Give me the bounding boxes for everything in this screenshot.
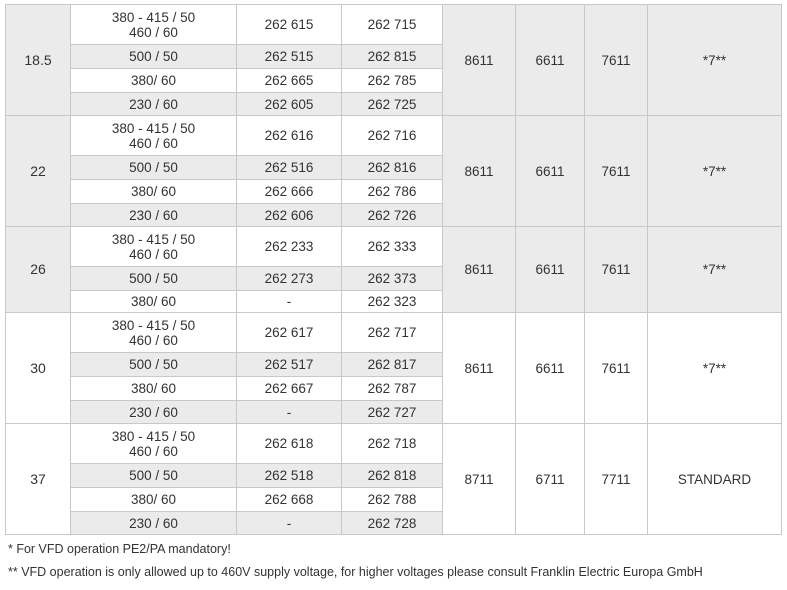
voltage-line: 460 / 60 [129, 246, 178, 262]
power-rating-cell: 30 [6, 313, 71, 424]
voltage-line: 460 / 60 [129, 332, 178, 348]
code-a-cell: 262 666 [237, 180, 342, 204]
table-row [6, 116, 782, 156]
code-b-cell: 262 728 [342, 512, 443, 535]
group-c3-cell: 7611 [585, 227, 648, 313]
voltage-line: 380 - 415 / 50 [111, 428, 196, 444]
code-a-cell: 262 665 [237, 69, 342, 93]
voltage-line: 500 / 50 [129, 160, 178, 175]
group-c3-cell: 7611 [585, 5, 648, 116]
group-c2-cell: 6611 [516, 5, 585, 116]
group-note-cell: *7** [648, 116, 782, 227]
code-b-cell: 262 786 [342, 180, 443, 204]
voltage-line: 460 / 60 [129, 24, 178, 40]
spec-table-body [6, 5, 782, 535]
group-note-cell: *7** [648, 5, 782, 116]
voltage-line: 500 / 50 [129, 271, 178, 286]
code-a-cell: - [237, 512, 342, 535]
code-a-cell: 262 667 [237, 377, 342, 401]
voltage-cell [71, 353, 237, 377]
table-row [6, 5, 782, 45]
voltage-line: 230 / 60 [129, 515, 178, 531]
group-c1-cell: 8711 [443, 424, 516, 535]
code-b-cell: 262 717 [342, 313, 443, 353]
code-b-cell: 262 817 [342, 353, 443, 377]
code-a-cell: 262 515 [237, 45, 342, 69]
voltage-cell [71, 156, 237, 180]
code-b-cell: 262 816 [342, 156, 443, 180]
voltage-cell [71, 291, 237, 313]
voltage-cell [71, 5, 237, 45]
group-c3-cell: 7711 [585, 424, 648, 535]
footnote-vfd-voltage: ** VFD operation is only allowed up to 460V supply voltage, for higher voltages please consult Franklin Electric Europa GmbH [8, 565, 703, 579]
group-c1-cell: 8611 [443, 5, 516, 116]
code-b-cell: 262 788 [342, 488, 443, 512]
code-a-cell: 262 617 [237, 313, 342, 353]
voltage-cell [71, 313, 237, 353]
group-c2-cell: 6711 [516, 424, 585, 535]
voltage-cell [71, 488, 237, 512]
code-a-cell: 262 606 [237, 204, 342, 227]
voltage-cell [71, 512, 237, 535]
code-b-cell: 262 785 [342, 69, 443, 93]
code-b-cell: 262 727 [342, 401, 443, 424]
power-rating-cell: 22 [6, 116, 71, 227]
code-a-cell: 262 516 [237, 156, 342, 180]
voltage-cell [71, 45, 237, 69]
voltage-line: 380 - 415 / 50 [111, 9, 196, 25]
group-c3-cell: 7611 [585, 116, 648, 227]
voltage-cell [71, 180, 237, 204]
footnotes [8, 540, 703, 586]
group-note-cell: *7** [648, 313, 782, 424]
voltage-cell [71, 464, 237, 488]
code-a-cell: 262 668 [237, 488, 342, 512]
voltage-line: 380/ 60 [130, 381, 177, 396]
table-row [6, 313, 782, 353]
voltage-line: 230 / 60 [129, 96, 178, 112]
voltage-cell [71, 424, 237, 464]
code-a-cell: 262 615 [237, 5, 342, 45]
voltage-cell [71, 227, 237, 267]
code-a-cell: 262 518 [237, 464, 342, 488]
motor-spec-table [5, 4, 782, 535]
code-a-cell: 262 618 [237, 424, 342, 464]
voltage-line: 380 - 415 / 50 [111, 120, 196, 136]
group-note-cell: *7** [648, 227, 782, 313]
group-note-cell: STANDARD [648, 424, 782, 535]
footnote-vfd-pe2: * For VFD operation PE2/PA mandatory! [8, 542, 231, 556]
code-a-cell: - [237, 291, 342, 313]
group-c2-cell: 6611 [516, 313, 585, 424]
code-a-cell: 262 616 [237, 116, 342, 156]
voltage-line: 380/ 60 [130, 294, 177, 309]
voltage-cell [71, 377, 237, 401]
code-a-cell: 262 233 [237, 227, 342, 267]
code-b-cell: 262 373 [342, 267, 443, 291]
code-b-cell: 262 815 [342, 45, 443, 69]
voltage-line: 380/ 60 [130, 492, 177, 507]
voltage-line: 380/ 60 [130, 184, 177, 199]
code-b-cell: 262 323 [342, 291, 443, 313]
group-c2-cell: 6611 [516, 116, 585, 227]
power-rating-cell: 18.5 [6, 5, 71, 116]
voltage-cell [71, 116, 237, 156]
voltage-line: 230 / 60 [129, 207, 178, 223]
code-b-cell: 262 716 [342, 116, 443, 156]
code-b-cell: 262 787 [342, 377, 443, 401]
code-a-cell: - [237, 401, 342, 424]
voltage-line: 230 / 60 [129, 404, 178, 420]
code-a-cell: 262 517 [237, 353, 342, 377]
group-c1-cell: 8611 [443, 227, 516, 313]
group-c2-cell: 6611 [516, 227, 585, 313]
voltage-cell [71, 69, 237, 93]
group-c3-cell: 7611 [585, 313, 648, 424]
voltage-cell [71, 204, 237, 227]
voltage-line: 460 / 60 [129, 443, 178, 459]
voltage-cell [71, 267, 237, 291]
code-a-cell: 262 273 [237, 267, 342, 291]
voltage-cell [71, 93, 237, 116]
code-b-cell: 262 333 [342, 227, 443, 267]
code-b-cell: 262 726 [342, 204, 443, 227]
power-rating-cell: 37 [6, 424, 71, 535]
code-b-cell: 262 718 [342, 424, 443, 464]
voltage-line: 500 / 50 [129, 357, 178, 372]
code-b-cell: 262 715 [342, 5, 443, 45]
code-b-cell: 262 818 [342, 464, 443, 488]
table-row [6, 424, 782, 464]
voltage-line: 500 / 50 [129, 468, 178, 483]
group-c1-cell: 8611 [443, 116, 516, 227]
voltage-line: 500 / 50 [129, 49, 178, 64]
code-a-cell: 262 605 [237, 93, 342, 116]
table-row [6, 227, 782, 267]
voltage-line: 380 - 415 / 50 [111, 231, 196, 247]
voltage-line: 380 - 415 / 50 [111, 317, 196, 333]
code-b-cell: 262 725 [342, 93, 443, 116]
voltage-cell [71, 401, 237, 424]
group-c1-cell: 8611 [443, 313, 516, 424]
voltage-line: 460 / 60 [129, 135, 178, 151]
power-rating-cell: 26 [6, 227, 71, 313]
voltage-line: 380/ 60 [130, 73, 177, 88]
